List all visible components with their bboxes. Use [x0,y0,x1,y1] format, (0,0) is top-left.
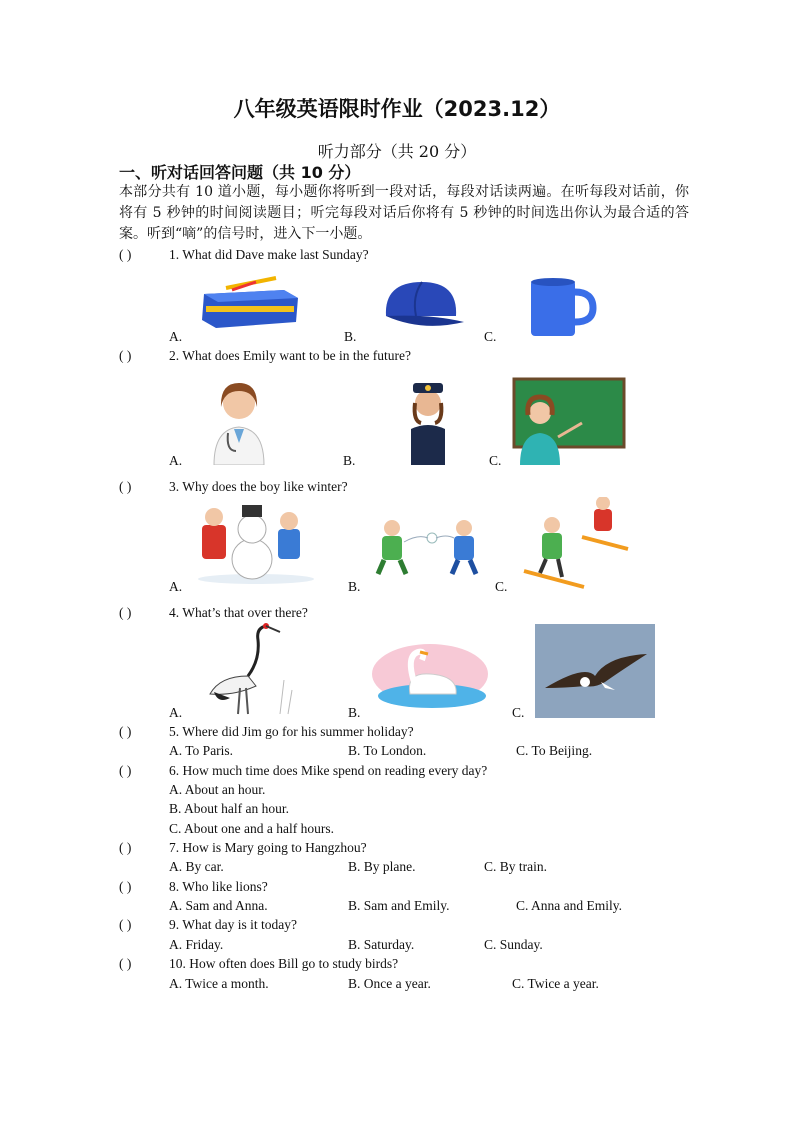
question-9: ( ) 9. What day is it today? [119,917,297,932]
option-b[interactable]: B. By plane. [348,859,416,874]
answer-blank[interactable]: ( ) [119,479,132,494]
option-label[interactable]: C. [484,329,497,344]
section-heading: 一、听对话回答问题（共 10 分） [119,163,361,182]
answer-blank[interactable]: ( ) [119,840,132,855]
question-2: ( ) 2. What does Emily want to be in the future? [119,348,411,363]
eagle-icon [535,624,655,718]
answer-blank[interactable]: ( ) [119,724,132,739]
option-a[interactable]: A. Sam and Anna. [169,898,268,913]
option-a[interactable]: A. To Paris. [169,743,234,758]
option-b[interactable]: B. Sam and Emily. [348,898,450,913]
answer-blank[interactable]: ( ) [119,917,132,932]
doctor-icon [208,377,270,465]
option-label[interactable]: B. [344,329,357,344]
question-8: ( ) 8. Who like lions? [119,879,268,894]
option-label[interactable]: A. [169,329,183,344]
option-a[interactable]: A. Friday. [169,937,224,952]
option-label[interactable]: A. [169,453,183,468]
option-label[interactable]: B. [343,453,356,468]
swan-icon [370,638,492,710]
listening-subtitle: 听力部分（共 20 分） [317,142,477,161]
option-label[interactable]: C. [489,453,502,468]
question-7: ( ) 7. How is Mary going to Hangzhou? [119,840,367,855]
teacher-icon [512,377,626,465]
police-officer-icon [405,377,451,465]
skiing-icon [518,497,630,589]
question-10: ( ) 10. How often does Bill go to study birds? [119,956,399,971]
question-4: ( ) 4. What’s that over there? [119,605,308,620]
option-label[interactable]: B. [348,705,361,720]
instructions: 本部分共有 10 道小题，每小题你将听到一段对话，每段对话读两遍。在听每段对话前，你将有 5 秒钟的时间阅读题目；听完每段对话后你将有 5 秒钟的时间选出你认为最合适的答案。听到“嘀”的信号时，进入下一小题。 [119,184,689,242]
question-6: ( ) 6. How much time does Mike spend on reading every day? [119,763,488,778]
answer-blank[interactable]: ( ) [119,605,132,620]
mug-icon [527,276,597,340]
crane-icon [200,620,300,716]
option-a[interactable]: A. Twice a month. [169,976,269,991]
option-c[interactable]: C. Twice a year. [512,976,599,991]
answer-blank[interactable]: ( ) [119,956,132,971]
option-label[interactable]: B. [348,579,361,594]
option-label[interactable]: C. [512,705,525,720]
snowball-fight-icon [374,516,486,576]
answer-blank[interactable]: ( ) [119,763,132,778]
option-c[interactable]: C. By train. [484,859,547,874]
option-b[interactable]: B. Once a year. [348,976,431,991]
option-c[interactable]: C. About one and a half hours. [169,821,334,836]
option-c[interactable]: C. Sunday. [484,937,543,952]
answer-blank[interactable]: ( ) [119,879,132,894]
answer-blank[interactable]: ( ) [119,348,132,363]
question-3: ( ) 3. Why does the boy like winter? [119,479,348,494]
question-1: ( ) 1. What did Dave make last Sunday? [119,247,369,262]
option-c[interactable]: C. To Beijing. [516,743,593,758]
question-5: ( ) 5. Where did Jim go for his summer holiday? [119,724,414,739]
option-b[interactable]: B. To London. [348,743,427,758]
option-b[interactable]: B. Saturday. [348,937,415,952]
option-c[interactable]: C. Anna and Emily. [516,898,622,913]
option-label[interactable]: A. [169,705,183,720]
page-title: 八年级英语限时作业（2023.12） [233,97,561,121]
pencil-case-icon [196,272,304,332]
option-label[interactable]: A. [169,579,183,594]
option-b[interactable]: B. About half an hour. [169,801,289,816]
option-a[interactable]: A. By car. [169,859,224,874]
option-a[interactable]: A. About an hour. [169,782,266,797]
answer-blank[interactable]: ( ) [119,247,132,262]
snowman-icon [194,499,316,585]
cap-icon [372,276,466,332]
option-label[interactable]: C. [495,579,508,594]
